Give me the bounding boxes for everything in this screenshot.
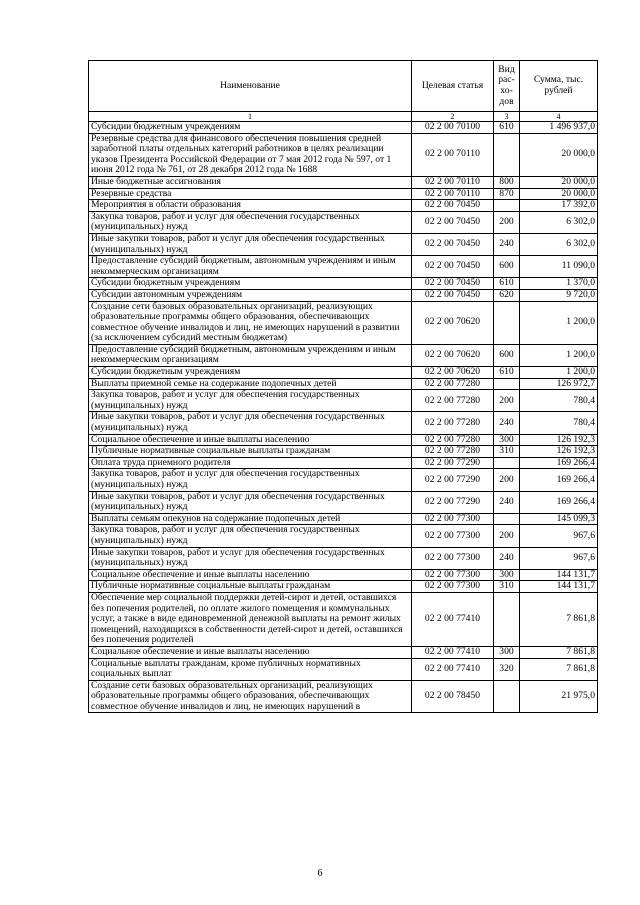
table-row xyxy=(89,344,598,366)
table-row xyxy=(89,646,598,658)
table-row xyxy=(89,133,598,176)
row-target-article: 02 2 00 77300 xyxy=(412,547,494,569)
header-amount: Сумма, тыс. рублей xyxy=(520,61,598,112)
row-target-article: 02 2 00 70450 xyxy=(412,256,494,278)
row-expense-type: 200 xyxy=(494,469,520,491)
row-target-article: 02 2 00 70620 xyxy=(412,367,494,379)
row-expense-type xyxy=(494,133,520,176)
row-amount: 1 200,0 xyxy=(520,367,598,379)
row-name: Социальное обеспечение и иные выплаты населению xyxy=(89,646,412,658)
row-name: Публичные нормативные социальные выплаты гражданам xyxy=(89,446,412,458)
table-row xyxy=(89,122,598,134)
row-target-article: 02 2 00 70620 xyxy=(412,344,494,366)
row-name: Субсидии бюджетным учреждениям xyxy=(89,122,412,134)
table-row xyxy=(89,188,598,200)
row-target-article: 02 2 00 77300 xyxy=(412,569,494,581)
budget-table xyxy=(88,60,598,713)
table-row xyxy=(89,390,598,412)
row-expense-type: 620 xyxy=(494,289,520,301)
table-row xyxy=(89,289,598,301)
table-row xyxy=(89,547,598,569)
row-name: Предоставление субсидий бюджетным, автономным учреждениям и иным некоммерческим организациям xyxy=(89,256,412,278)
row-expense-type: 300 xyxy=(494,646,520,658)
row-name: Социальные выплаты гражданам, кроме публичных нормативных социальных выплат xyxy=(89,658,412,680)
row-amount: 169 266,4 xyxy=(520,491,598,513)
row-name: Социальное обеспечение и иные выплаты населению xyxy=(89,569,412,581)
row-target-article: 02 2 00 77290 xyxy=(412,469,494,491)
row-name: Создание сети базовых образовательных организаций, реализующих образовательные программы общего образования, обеспечивающих совместное обучение инвалидов и лиц, не имеющих нарушений в развитии (за исключением субсидий местным бюджетам) xyxy=(89,301,412,344)
row-target-article: 02 2 00 77410 xyxy=(412,592,494,646)
row-name: Иные закупки товаров, работ и услуг для обеспечения государственных (муниципальных) нужд xyxy=(89,233,412,255)
row-target-article: 02 2 00 70620 xyxy=(412,301,494,344)
row-name: Иные бюджетные ассигнования xyxy=(89,176,412,188)
row-amount: 126 972,7 xyxy=(520,378,598,390)
row-name: Субсидии автономным учреждениям xyxy=(89,289,412,301)
column-number: 4 xyxy=(520,112,598,122)
table-row xyxy=(89,434,598,446)
row-amount: 126 192,3 xyxy=(520,434,598,446)
row-amount: 169 266,4 xyxy=(520,457,598,469)
row-target-article: 02 2 00 77280 xyxy=(412,412,494,434)
row-target-article: 02 2 00 70450 xyxy=(412,289,494,301)
row-target-article: 02 2 00 77280 xyxy=(412,434,494,446)
table-row xyxy=(89,592,598,646)
table-row xyxy=(89,233,598,255)
row-name: Резервные средства xyxy=(89,188,412,200)
table-row xyxy=(89,457,598,469)
table-row xyxy=(89,378,598,390)
row-name: Выплаты семьям опекунов на содержание подопечных детей xyxy=(89,513,412,525)
header-name: Наименование xyxy=(89,61,412,112)
table-row xyxy=(89,412,598,434)
row-expense-type xyxy=(494,200,520,212)
row-name: Закупка товаров, работ и услуг для обеспечения государственных (муниципальных) нужд xyxy=(89,469,412,491)
table-row xyxy=(89,569,598,581)
row-name: Создание сети базовых образовательных организаций, реализующих образовательные программы общего образования, обеспечивающих совместное обучение инвалидов и лиц, не имеющих нарушений в xyxy=(89,680,412,713)
row-target-article: 02 2 00 70110 xyxy=(412,176,494,188)
row-amount: 7 861,8 xyxy=(520,658,598,680)
row-target-article: 02 2 00 77290 xyxy=(412,491,494,513)
row-expense-type: 300 xyxy=(494,434,520,446)
row-expense-type: 240 xyxy=(494,491,520,513)
row-amount: 1 496 937,0 xyxy=(520,122,598,134)
row-expense-type: 200 xyxy=(494,390,520,412)
row-amount: 7 861,8 xyxy=(520,646,598,658)
row-expense-type: 310 xyxy=(494,446,520,458)
row-name: Закупка товаров, работ и услуг для обеспечения государственных (муниципальных) нужд xyxy=(89,525,412,547)
row-amount: 1 200,0 xyxy=(520,344,598,366)
row-name: Предоставление субсидий бюджетным, автономным учреждениям и иным некоммерческим организациям xyxy=(89,344,412,366)
row-expense-type: 600 xyxy=(494,344,520,366)
row-target-article: 02 2 00 77300 xyxy=(412,525,494,547)
row-target-article: 02 2 00 70110 xyxy=(412,188,494,200)
column-number: 3 xyxy=(494,112,520,122)
row-name: Субсидии бюджетным учреждениям xyxy=(89,278,412,290)
row-target-article: 02 2 00 77410 xyxy=(412,658,494,680)
row-amount: 6 302,0 xyxy=(520,211,598,233)
row-expense-type xyxy=(494,513,520,525)
table-row xyxy=(89,525,598,547)
row-target-article: 02 2 00 70450 xyxy=(412,211,494,233)
table-row xyxy=(89,176,598,188)
row-name: Мероприятия в области образования xyxy=(89,200,412,212)
table-row xyxy=(89,367,598,379)
row-name: Закупка товаров, работ и услуг для обеспечения государственных (муниципальных) нужд xyxy=(89,211,412,233)
row-amount: 967,6 xyxy=(520,525,598,547)
row-expense-type xyxy=(494,592,520,646)
row-amount: 20 000,0 xyxy=(520,133,598,176)
row-expense-type: 320 xyxy=(494,658,520,680)
row-target-article: 02 2 00 70110 xyxy=(412,133,494,176)
table-row xyxy=(89,301,598,344)
row-name: Публичные нормативные социальные выплаты гражданам xyxy=(89,581,412,593)
row-target-article: 02 2 00 70450 xyxy=(412,278,494,290)
row-target-article: 02 2 00 77300 xyxy=(412,513,494,525)
row-name: Резервные средства для финансового обеспечения повышения средней заработной платы отдельных категорий работников в целях реализации указов Президента Российской Федерации от 7 мая 2012 года № 597, от 1 июня 2012 года № 761, от 28 декабря 2012 года № 1688 xyxy=(89,133,412,176)
row-target-article: 02 2 00 77280 xyxy=(412,446,494,458)
row-name: Оплата труда приемного родителя xyxy=(89,457,412,469)
row-expense-type xyxy=(494,680,520,713)
row-target-article: 02 2 00 70450 xyxy=(412,200,494,212)
row-target-article: 02 2 00 78450 xyxy=(412,680,494,713)
page-number: 6 xyxy=(317,868,323,879)
row-amount: 144 131,7 xyxy=(520,581,598,593)
row-name: Закупка товаров, работ и услуг для обеспечения государственных (муниципальных) нужд xyxy=(89,390,412,412)
header-expense-type: Вид рас-хо-дов xyxy=(494,61,520,112)
row-name: Обеспечение мер социальной поддержки детей-сирот и детей, оставшихся без попечения родителей, по оплате жилого помещения и коммунальных услуг, а также в виде единовременной денежной выплаты на ремонт жилых помещений, находящихся в собственности детей-сирот и детей, оставшихся без попечения родителей xyxy=(89,592,412,646)
row-name: Иные закупки товаров, работ и услуг для обеспечения государственных (муниципальных) нужд xyxy=(89,412,412,434)
row-amount: 6 302,0 xyxy=(520,233,598,255)
row-target-article: 02 2 00 77280 xyxy=(412,390,494,412)
row-amount: 1 370,0 xyxy=(520,278,598,290)
row-target-article: 02 2 00 77410 xyxy=(412,646,494,658)
row-amount: 780,4 xyxy=(520,390,598,412)
row-amount: 20 000,0 xyxy=(520,188,598,200)
row-target-article: 02 2 00 77300 xyxy=(412,581,494,593)
row-amount: 126 192,3 xyxy=(520,446,598,458)
row-amount: 20 000,0 xyxy=(520,176,598,188)
row-expense-type: 200 xyxy=(494,211,520,233)
table-row xyxy=(89,446,598,458)
row-amount: 967,6 xyxy=(520,547,598,569)
row-target-article: 02 2 00 70100 xyxy=(412,122,494,134)
row-expense-type: 600 xyxy=(494,256,520,278)
column-numbers-row xyxy=(89,112,598,122)
row-expense-type: 610 xyxy=(494,122,520,134)
row-name: Социальное обеспечение и иные выплаты населению xyxy=(89,434,412,446)
row-name: Выплаты приемной семье на содержание подопечных детей xyxy=(89,378,412,390)
column-number: 1 xyxy=(89,112,412,122)
row-amount: 17 392,0 xyxy=(520,200,598,212)
table-header-row xyxy=(89,61,598,112)
row-amount: 144 131,7 xyxy=(520,569,598,581)
row-amount: 9 720,0 xyxy=(520,289,598,301)
row-expense-type: 800 xyxy=(494,176,520,188)
table-row xyxy=(89,491,598,513)
row-amount: 11 090,0 xyxy=(520,256,598,278)
column-number: 2 xyxy=(412,112,494,122)
row-expense-type: 610 xyxy=(494,367,520,379)
row-expense-type: 610 xyxy=(494,278,520,290)
table-row xyxy=(89,278,598,290)
row-expense-type: 870 xyxy=(494,188,520,200)
table-row xyxy=(89,680,598,713)
row-expense-type: 300 xyxy=(494,569,520,581)
row-expense-type xyxy=(494,301,520,344)
row-name: Иные закупки товаров, работ и услуг для обеспечения государственных (муниципальных) нужд xyxy=(89,491,412,513)
row-name: Иные закупки товаров, работ и услуг для обеспечения государственных (муниципальных) нужд xyxy=(89,547,412,569)
table-body xyxy=(89,122,598,713)
row-expense-type xyxy=(494,378,520,390)
row-target-article: 02 2 00 77280 xyxy=(412,378,494,390)
table-row xyxy=(89,469,598,491)
table-row xyxy=(89,581,598,593)
row-expense-type: 240 xyxy=(494,412,520,434)
row-expense-type: 240 xyxy=(494,547,520,569)
row-expense-type: 200 xyxy=(494,525,520,547)
row-target-article: 02 2 00 70450 xyxy=(412,233,494,255)
table-row xyxy=(89,513,598,525)
table-row xyxy=(89,256,598,278)
row-expense-type xyxy=(494,457,520,469)
row-amount: 1 200,0 xyxy=(520,301,598,344)
table-row xyxy=(89,200,598,212)
row-target-article: 02 2 00 77290 xyxy=(412,457,494,469)
row-amount: 780,4 xyxy=(520,412,598,434)
row-amount: 145 099,3 xyxy=(520,513,598,525)
table-row xyxy=(89,211,598,233)
table-row xyxy=(89,658,598,680)
row-amount: 21 975,0 xyxy=(520,680,598,713)
row-name: Субсидии бюджетным учреждениям xyxy=(89,367,412,379)
row-amount: 7 861,8 xyxy=(520,592,598,646)
header-target-article: Целевая статья xyxy=(412,61,494,112)
row-expense-type: 240 xyxy=(494,233,520,255)
row-amount: 169 266,4 xyxy=(520,469,598,491)
row-expense-type: 310 xyxy=(494,581,520,593)
